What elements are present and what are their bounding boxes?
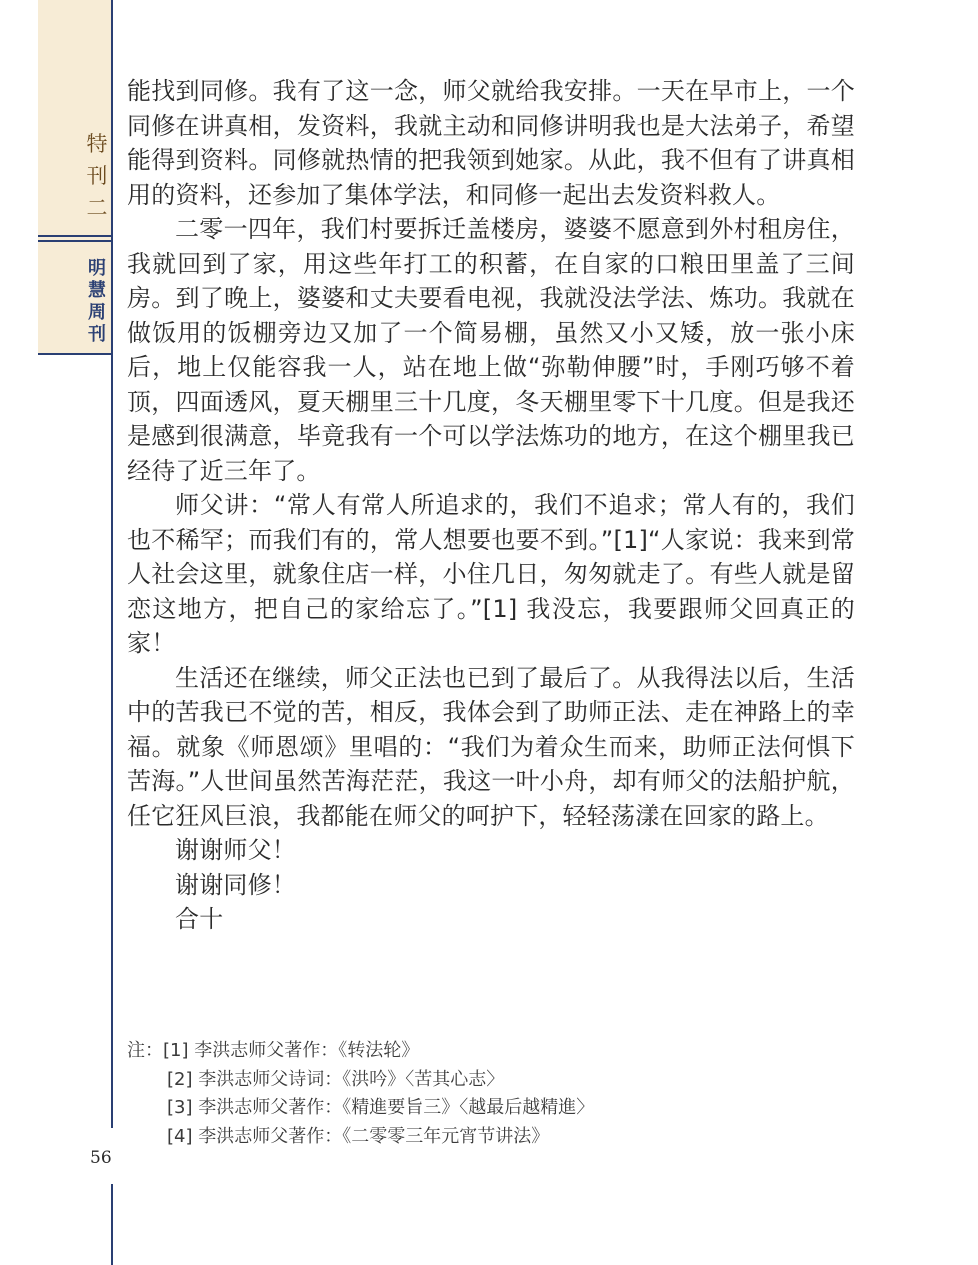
brand-char: 慧 — [88, 280, 106, 301]
paragraph: 师父讲：“常人有常人所追求的，我们不追求；常人有的，我们也不稀罕；而我们有的，常人想要也要不到。”[1]“人家说：我来到常人社会这里，就象住店一样，小住几日，匆匆就走了。有些人就是留恋这地方，把自己的家给忘了。”[1] 我没忘，我要跟师父回真正的家！ — [127, 491, 855, 657]
footnote: [2] 李洪志师父诗词：《洪吟》〈苦其心志〉 — [167, 1068, 505, 1090]
publication-name — [74, 258, 120, 346]
closing-line: 谢谢同修！ — [175, 870, 296, 899]
footnote: [4] 李洪志师父著作：《二零零三年元宵节讲法》 — [167, 1125, 550, 1147]
sidebar-divider-top — [38, 235, 112, 237]
section-char: 刊 — [86, 164, 108, 188]
paragraph: 能找到同修。我有了这一念，师父就给我安排。一天在早市上，一个同修在讲真相，发资料，我就主动和同修讲明我也是大法弟子，希望能得到资料。同修就热情的把我领到她家。从此，我不但有了讲真相用的资料，还参加了集体学法，和同修一起出去发资料救人。 — [127, 77, 855, 209]
sidebar-divider-bottom — [38, 240, 112, 242]
footnote: [3] 李洪志师父著作：《精進要旨三》〈越最后越精進〉 — [167, 1097, 595, 1118]
section-char: 特 — [86, 132, 108, 156]
paragraph: 二零一四年，我们村要拆迁盖楼房，婆婆不愿意到外村租房住，我就回到了家，用这些年打工的积蓄，在自家的口粮田里盖了三间房。到了晚上，婆婆和丈夫要看电视，我就没法学法、炼功。我就在做饭用的饭棚旁边又加了一个简易棚，虽然又小又矮，放一张小床后，地上仅能容我一人，站在地上做“弥勒伸腰”时，手刚巧够不着顶，四面透风，夏天棚里三十几度，冬天棚里零下十几度。但是我还是感到很满意，毕竟我有一个可以学法炼功的地方，在这个棚里我已经待了近三年了。 — [127, 215, 855, 485]
brand-char: 周 — [88, 302, 106, 323]
brand-char: 刊 — [88, 324, 106, 345]
section-label — [74, 128, 120, 224]
page-number: 56 — [90, 1148, 112, 1168]
footnote: 注：[1] 李洪志师父著作：《转法轮》 — [127, 1040, 420, 1061]
closing-line: 合十 — [175, 905, 224, 933]
closing-line: 谢谢师父！ — [175, 836, 296, 864]
paragraph: 生活还在继续，师父正法也已到了最后了。从我得法以后，生活中的苦我已不觉的苦，相反，我体会到了助师正法、走在神路上的幸福。就象《师恩颂》里唱的：“我们为着众生而来，助师正法何惧下苦海。”人世间虽然苦海茫茫，我这一叶小舟，却有师父的法船护航，任它狂风巨浪，我都能在师父的呵护下，轻轻荡漾在回家的路上。 — [127, 663, 855, 830]
article-body — [127, 74, 855, 937]
margin-rule-lower — [111, 1184, 113, 1265]
brand-char: 明 — [88, 258, 106, 279]
footnotes — [127, 1037, 855, 1151]
section-char: 二 — [86, 196, 108, 220]
